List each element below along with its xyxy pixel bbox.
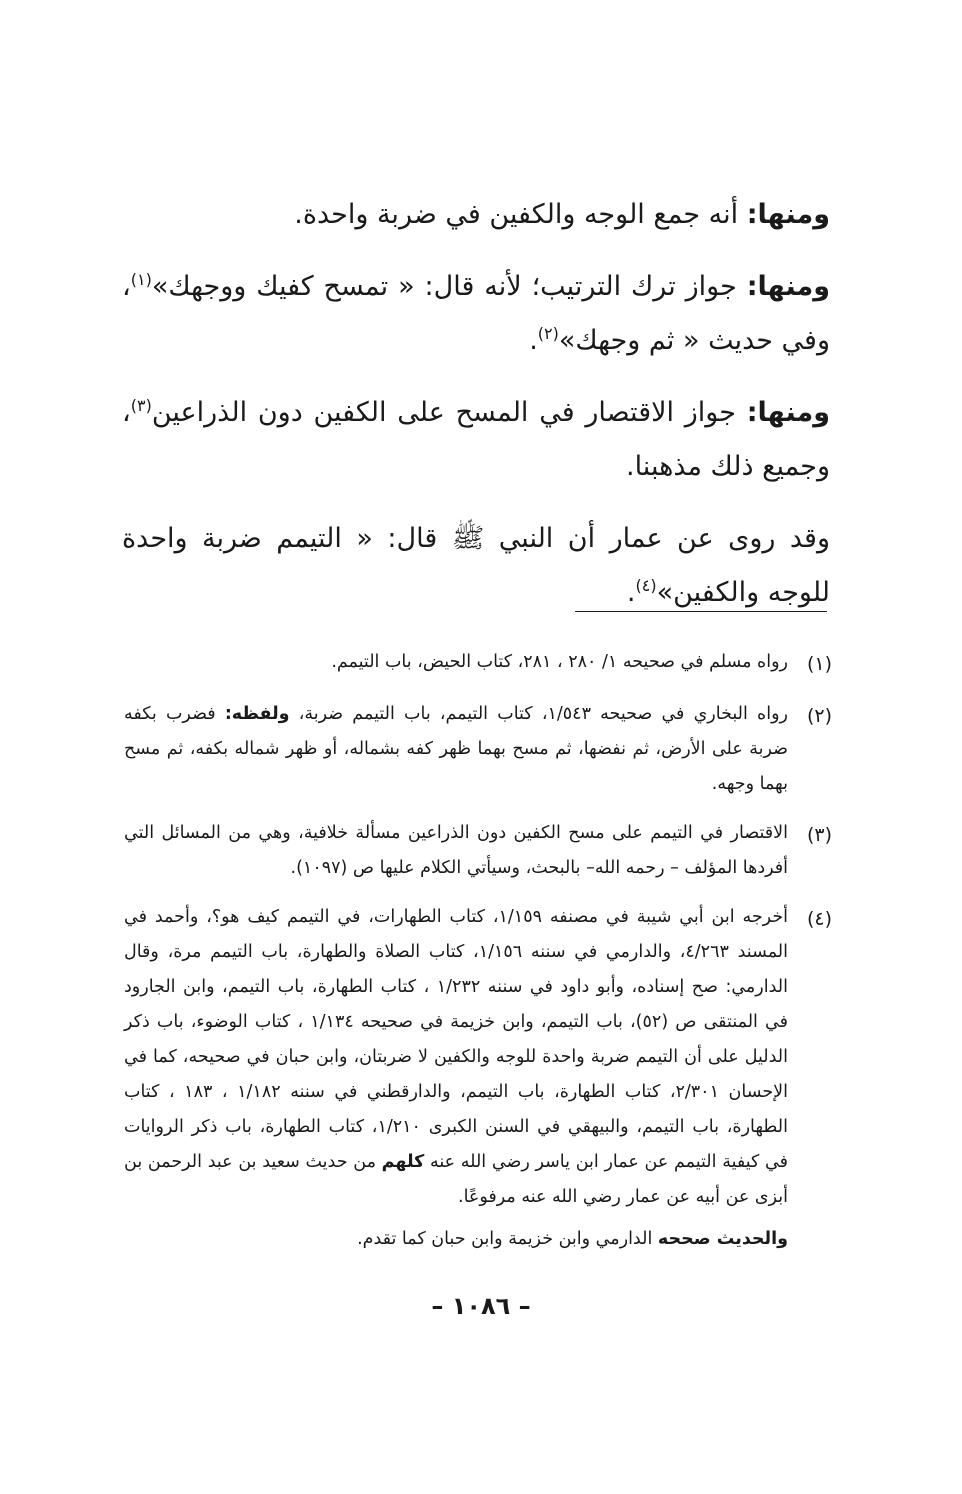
paragraph-text: أنه جمع الوجه والكفين في ضربة واحدة.	[294, 199, 747, 230]
footnote-body	[124, 697, 788, 802]
footnote-text: رواه البخاري في صحيحه ١/٥٤٣، كتاب التيمم، باب التيمم ضربة،	[289, 704, 788, 724]
footnote-bold: كلهم	[381, 1152, 425, 1172]
footnote-4	[124, 900, 832, 1215]
footnote-2	[124, 697, 832, 802]
paragraph-text: جواز ترك الترتيب؛ لأنه قال: « تمسح كفيك ووجهك»	[151, 271, 747, 302]
paragraph-lead: ومنها:	[746, 271, 830, 302]
footnote-text: الاقتصار في التيمم على مسح الكفين دون الذراعين مسألة خلافية، وهي من المسائل التي أفردها المؤلف – رحمه الله– بالبحث، وسيأتي الكلام عليها ص (١٠٩٧).	[124, 823, 788, 878]
conclusion-bold: والحديث صححه	[657, 1229, 788, 1249]
main-text	[122, 188, 830, 638]
footnote-ref: (٢)	[537, 324, 559, 343]
footnote-text: أخرجه ابن أبي شيبة في مصنفه ١/١٥٩، كتاب الطهارات، في التيمم كيف هو؟، وأحمد في المسند ٤/٢٦٣، والدارمي في سننه ١/١٥٦، كتاب الصلاة والطهارة، باب التيمم مرة، وقال الدارمي: صح إسناده، وأبو داود في سننه ١/٢٣٢ ، كتاب الطهارة، باب التيمم، وابن الجارود في المنتقى ص (٥٢)، باب التيمم، وابن خزيمة في صحيحه ١/١٣٤ ، كتاب الوضوء، باب ذكر الدليل على أن التيمم ضربة واحدة للوجه والكفين لا ضربتان، وابن حبان في صحيحه، كما في الإحسان ٢/٣٠١، كتاب الطهارة، باب التيمم، والدارقطني في سننه ١/١٨٢ ، ١٨٣ ، كتاب الطهارة، باب التيمم، والبيهقي في السنن الكبرى ١/٢١٠، كتاب الطهارة، باب ذكر الروايات في كيفية التيمم عن عمار ابن ياسر رضي الله عنه	[124, 907, 789, 1172]
paragraph-text: جواز الاقتصار في المسح على الكفين دون الذراعين	[151, 397, 747, 428]
paragraph-lead: ومنها:	[746, 199, 830, 230]
footnote-body	[124, 900, 788, 1215]
footnote-number: (٤)	[806, 908, 832, 930]
paragraph-tail: .	[626, 577, 636, 608]
footnote-number: (١)	[806, 653, 832, 675]
paragraph-tail: .	[529, 325, 538, 356]
paragraph-1	[122, 188, 830, 242]
page-number: – ١٠٨٦ –	[431, 1292, 531, 1320]
footnote-ref: (١)	[130, 270, 152, 289]
paragraph-tail: ، وجميع ذلك مذهبنا.	[122, 397, 830, 482]
footnote-divider	[575, 611, 827, 612]
footnote-number: (٣)	[806, 824, 832, 846]
footnote-number: (٢)	[806, 705, 832, 727]
footnote-text-cont: من حديث سعيد بن عبد الرحمن بن أبزى عن أبيه عن عمار رضي الله عنه مرفوعًا.	[124, 1152, 788, 1207]
footnote-text-cont: فضرب بكفه ضربة على الأرض، ثم نفضها، ثم مسح بهما ظهر كفه بشماله، أو ظهر شماله بكفه، ثم مسح بهما وجهه.	[124, 704, 788, 794]
paragraph-text: وقد روى عن عمار أن النبي ﷺ قال: « التيمم ضربة واحدة للوجه والكفين»	[122, 523, 830, 608]
paragraph-4	[122, 512, 830, 620]
footnotes	[124, 645, 832, 1255]
footnote-1	[124, 645, 832, 683]
footnote-ref: (٣)	[130, 396, 152, 415]
footnote-ref: (٤)	[635, 576, 657, 595]
paragraph-text: ، وفي حديث « ثم وجهك»	[122, 271, 830, 356]
paragraph-2	[122, 260, 830, 368]
footnote-3	[124, 816, 832, 886]
footnote-text: رواه مسلم في صحيحه ١/ ٢٨٠ ، ٢٨١، كتاب الحيض، باب التيمم.	[331, 652, 788, 672]
paragraph-lead: ومنها:	[746, 397, 830, 428]
conclusion-text: الدارمي وابن خزيمة وابن حبان كما تقدم.	[357, 1229, 658, 1249]
footnote-bold: ولفظه:	[224, 704, 290, 724]
footnote-conclusion	[124, 1223, 788, 1255]
paragraph-3	[122, 386, 830, 494]
